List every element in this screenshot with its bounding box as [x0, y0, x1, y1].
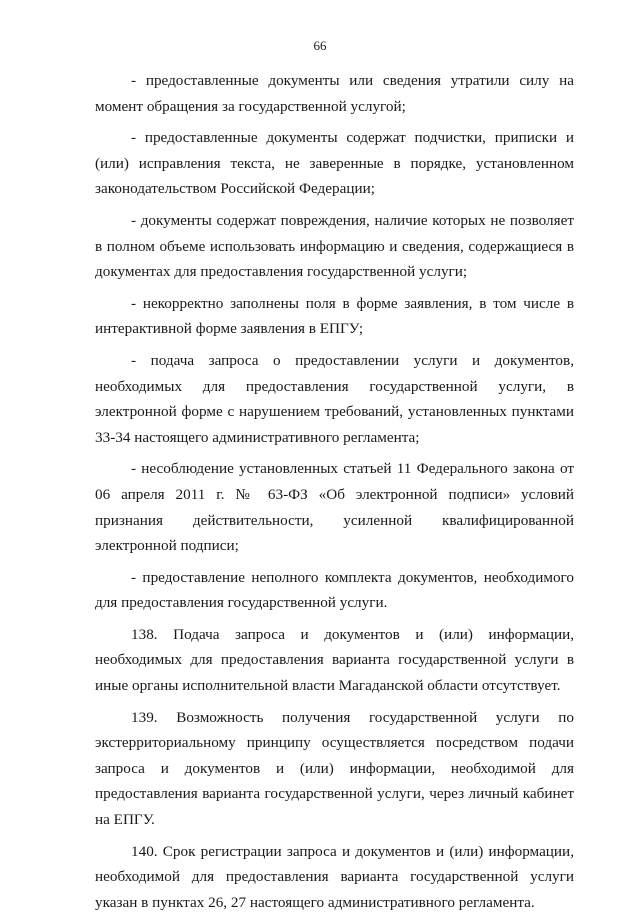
paragraph-incorrect-fields: - некорректно заполнены поля в форме заявления, в том числе в интерактивной форме заявления в ЕПГУ;: [95, 294, 574, 338]
paragraph-incomplete-set: - предоставление неполного комплекта документов, необходимого для предоставления государственной услуги.: [95, 568, 574, 612]
document-body: [95, 68, 574, 916]
paragraph-139: 139. Возможность получения государственной услуги по экстерриториальному принципу осуществляется посредством подачи запроса и документов и (или) информации, необходимой для предоставления варианта государственной услуги, через личный кабинет на ЕПГУ.: [95, 708, 574, 829]
paragraph-electronic-violation: - подача запроса о предоставлении услуги и документов, необходимых для предоставления государственной услуги, в электронной форме с нарушением требований, установленных пунктами 33-34 настоящего административного регламента;: [95, 351, 574, 446]
paragraph-140: 140. Срок регистрации запроса и документов и (или) информации, необходимой для предоставления варианта государственной услуги указан в пунктах 26, 27 настоящего административного регламента.: [95, 842, 574, 911]
page-number: 66: [313, 38, 327, 53]
paragraph-138: 138. Подача запроса и документов и (или) информации, необходимых для предоставления варианта государственной услуги в иные органы исполнительной власти Магаданской области отсутствует.: [95, 625, 574, 695]
paragraph-expired-documents: - предоставленные документы или сведения утратили силу на момент обращения за государственной услугой;: [95, 72, 574, 115]
paragraph-erasures-corrections: - предоставленные документы содержат подчистки, приписки и (или) исправления текста, не заверенные в порядке, установленном законодательством Российской Федерации;: [95, 129, 574, 198]
paragraph-damaged-documents: - документы содержат повреждения, наличие которых не позволяет в полном объеме использовать информацию и сведения, содержащиеся в документах для предоставления государственной услуги;: [95, 211, 574, 281]
paragraph-signature-conditions: - несоблюдение установленных статьей 11 Федерального закона от 06 апреля 2011 г. № 63-ФЗ «Об электронной подписи» условий признания действительности, усиленной квалифицированной электронной подписи;: [95, 460, 574, 555]
